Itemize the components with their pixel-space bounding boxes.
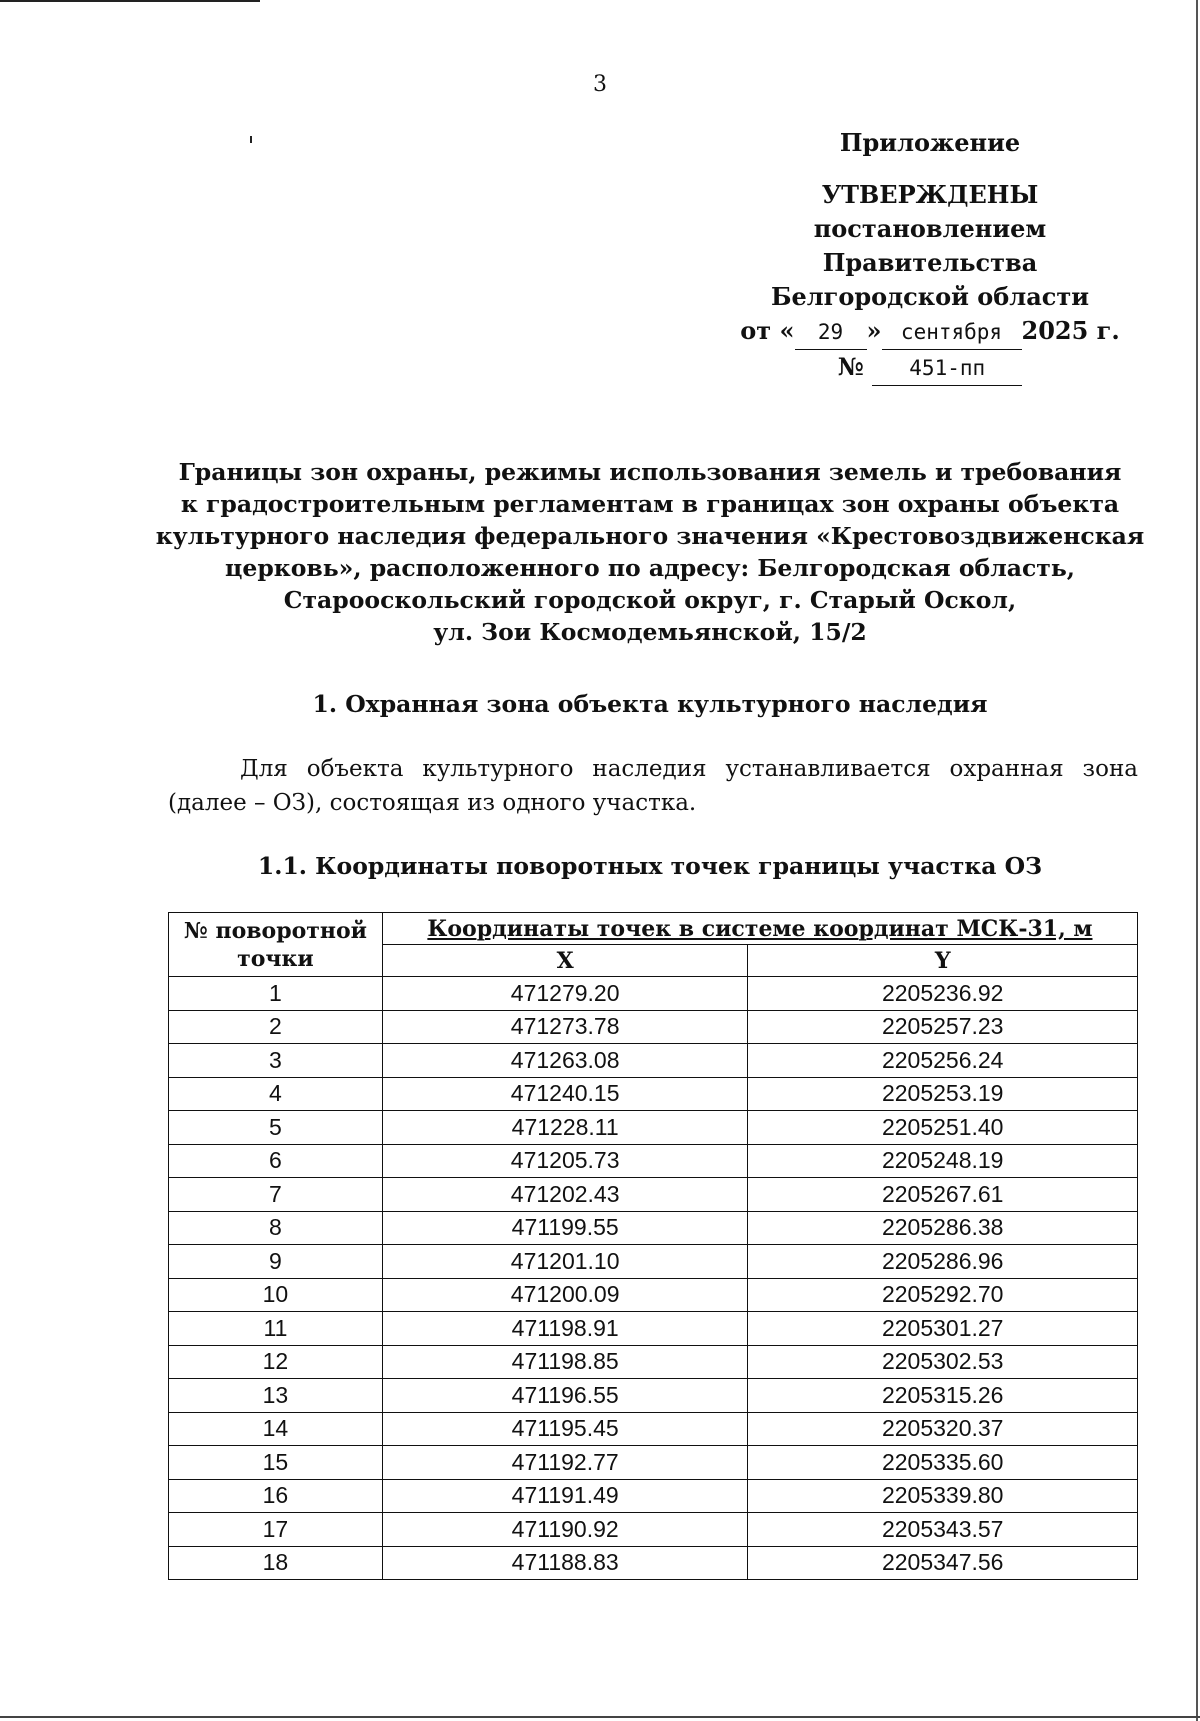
title-line: церковь», расположенного по адресу: Белгородская область, [225,554,1075,582]
x-coordinate-cell: 471198.91 [382,1312,748,1346]
y-coordinate-cell: 2205292.70 [748,1278,1138,1312]
point-number-cell: 13 [169,1379,383,1413]
scan-edge-right [1196,0,1198,1721]
page-number: 3 [593,72,607,97]
x-coordinate-cell: 471200.09 [382,1278,748,1312]
y-coordinate-cell: 2205347.56 [748,1546,1138,1580]
x-coordinate-cell: 471263.08 [382,1044,748,1078]
coordinates-table [168,912,1138,1580]
table-row [169,1513,1138,1547]
point-number-cell: 11 [169,1312,383,1346]
point-number-cell: 2 [169,1010,383,1044]
scan-edge-top [0,0,260,2]
y-coordinate-cell: 2205256.24 [748,1044,1138,1078]
y-coordinate-cell: 2205253.19 [748,1077,1138,1111]
y-coordinate-cell: 2205339.80 [748,1479,1138,1513]
table-row [169,1010,1138,1044]
scan-edge-bottom [0,1716,1200,1718]
y-coordinate-cell: 2205320.37 [748,1412,1138,1446]
table-row [169,1245,1138,1279]
x-coordinate-cell: 471273.78 [382,1010,748,1044]
point-number-cell: 12 [169,1345,383,1379]
table-row [169,1379,1138,1413]
x-coordinate-cell: 471192.77 [382,1446,748,1480]
approval-date: от « 29 » сентября 2025 г. [720,314,1140,350]
point-number-cell: 3 [169,1044,383,1078]
approval-year: 2025 г. [1021,316,1120,345]
approval-line-2: Белгородской области [770,282,1090,311]
y-coordinate-cell: 2205286.38 [748,1211,1138,1245]
x-header: X [382,945,748,977]
y-coordinate-cell: 2205251.40 [748,1111,1138,1145]
scan-dot [250,136,252,143]
table-row [169,1278,1138,1312]
y-coordinate-cell: 2205315.26 [748,1379,1138,1413]
table-row [169,1479,1138,1513]
point-number-cell: 9 [169,1245,383,1279]
title-line: ул. Зои Космодемьянской, 15/2 [433,618,867,646]
y-coordinate-cell: 2205286.96 [748,1245,1138,1279]
title-line: к градостроительным регламентам в границах зон охраны объекта [180,490,1120,518]
y-header: Y [748,945,1138,977]
x-coordinate-cell: 471201.10 [382,1245,748,1279]
y-coordinate-cell: 2205257.23 [748,1010,1138,1044]
point-number-cell: 17 [169,1513,383,1547]
y-coordinate-cell: 2205343.57 [748,1513,1138,1547]
x-coordinate-cell: 471279.20 [382,977,748,1011]
point-number-cell: 18 [169,1546,383,1580]
x-coordinate-cell: 471198.85 [382,1345,748,1379]
point-number-cell: 16 [169,1479,383,1513]
table-row [169,1412,1138,1446]
title-line: Границы зон охраны, режимы использования земель и требования [178,458,1122,486]
approval-number: № 451-пп [720,350,1140,386]
table-row [169,1312,1138,1346]
table-row [169,1077,1138,1111]
point-number-header: № поворотной точки [169,913,383,977]
approval-day: 29 [795,315,867,350]
point-number-cell: 7 [169,1178,383,1212]
point-number-cell: 8 [169,1211,383,1245]
x-coordinate-cell: 471190.92 [382,1513,748,1547]
table-row [169,1211,1138,1245]
table-row [169,1546,1138,1580]
table-row [169,1345,1138,1379]
table-row [169,977,1138,1011]
approval-stamp-block [720,126,1140,386]
y-coordinate-cell: 2205267.61 [748,1178,1138,1212]
document-title [150,456,1150,648]
x-coordinate-cell: 471196.55 [382,1379,748,1413]
point-number-cell: 5 [169,1111,383,1145]
table-row [169,1446,1138,1480]
point-number-cell: 14 [169,1412,383,1446]
y-coordinate-cell: 2205301.27 [748,1312,1138,1346]
x-coordinate-cell: 471240.15 [382,1077,748,1111]
subsection-1-1-heading: 1.1. Координаты поворотных точек границы участка ОЗ [257,852,1043,880]
x-coordinate-cell: 471191.49 [382,1479,748,1513]
y-coordinate-cell: 2205236.92 [748,977,1138,1011]
table-row [169,1178,1138,1212]
approval-number-value: 451-пп [872,351,1022,386]
y-coordinate-cell: 2205248.19 [748,1144,1138,1178]
x-coordinate-cell: 471195.45 [382,1412,748,1446]
approved-heading: УТВЕРЖДЕНЫ [821,180,1039,209]
title-line: культурного наследия федерального значения «Крестовоздвиженская [155,522,1145,550]
title-line: Старооскольский городской округ, г. Старый Оскол, [283,586,1017,614]
approval-month: сентября [882,315,1022,350]
x-coordinate-cell: 471199.55 [382,1211,748,1245]
point-number-cell: 10 [169,1278,383,1312]
x-coordinate-cell: 471205.73 [382,1144,748,1178]
point-number-cell: 4 [169,1077,383,1111]
section-1-heading: 1. Охранная зона объекта культурного наследия [312,690,988,718]
x-coordinate-cell: 471228.11 [382,1111,748,1145]
section-1-paragraph: Для объекта культурного наследия устанавливается охранная зона (далее – ОЗ), состоящая из одного участка. [168,756,1138,816]
point-number-cell: 6 [169,1144,383,1178]
coordinates-header: Координаты точек в системе координат МСК-31, м [382,913,1137,945]
table-row [169,1044,1138,1078]
point-number-cell: 15 [169,1446,383,1480]
y-coordinate-cell: 2205335.60 [748,1446,1138,1480]
x-coordinate-cell: 471188.83 [382,1546,748,1580]
table-row [169,1111,1138,1145]
point-number-cell: 1 [169,977,383,1011]
table-row [169,1144,1138,1178]
approval-line-1: постановлением Правительства [813,214,1047,277]
y-coordinate-cell: 2205302.53 [748,1345,1138,1379]
x-coordinate-cell: 471202.43 [382,1178,748,1212]
coordinates-table-body [169,977,1138,1580]
appendix-label: Приложение [839,128,1021,157]
